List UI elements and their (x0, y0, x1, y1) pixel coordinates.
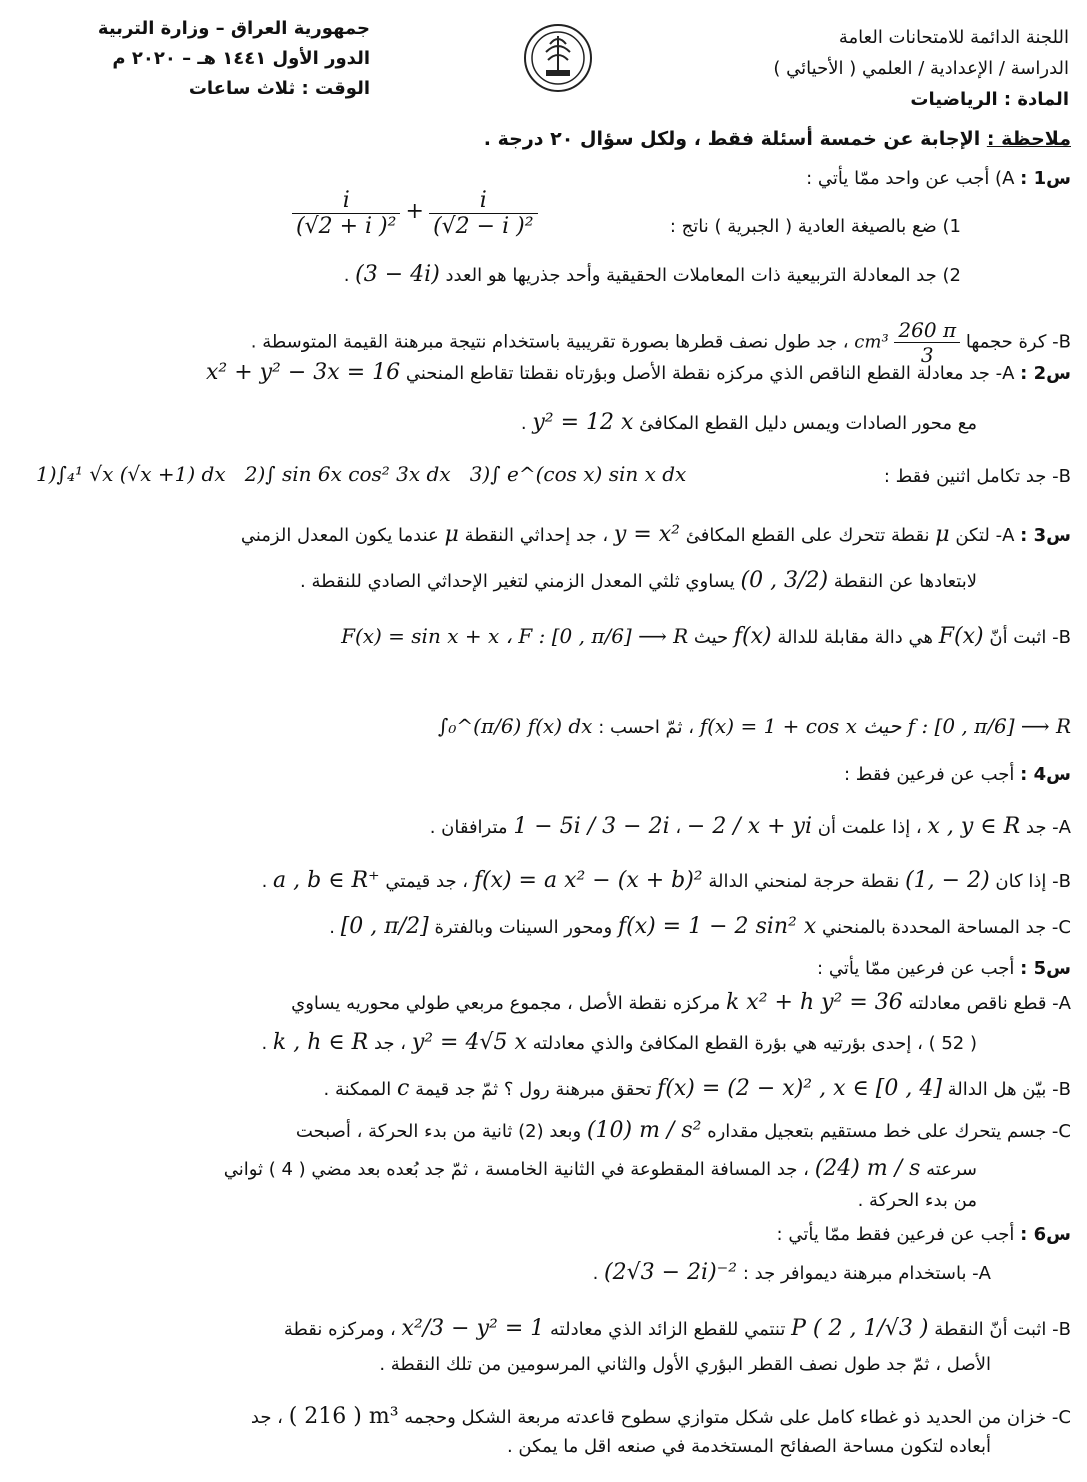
q2-number: س2 : (1020, 363, 1071, 384)
q6-b-expr: x²/3 − y² = 1 (401, 1316, 545, 1341)
q1-head (20, 168, 1071, 189)
q4-c-expr: f(x) = 1 − 2 sin² x (617, 914, 817, 939)
note-label: ملاحظة : (986, 128, 1071, 150)
q6-b2: تنتمي للقطع الزائد الذي معادلته (550, 1319, 786, 1340)
header-left (70, 14, 370, 104)
q5-a2: مركزه نقطة الأصل ، مجموع مربعي طولي محوريه يساوي (291, 993, 721, 1014)
header-right (709, 22, 1069, 115)
q5-c5: من بدء الحركة . (857, 1190, 977, 1211)
q4-a3: مترافقان . (429, 817, 508, 838)
q3-b4: ، ثمّ احسب : (598, 717, 695, 738)
q5-head (20, 958, 1071, 979)
q6-c-line1 (20, 1404, 1071, 1429)
q2-b-text: B- جد تكامل اثنين فقط : (883, 466, 1071, 487)
q3-a5-expr: (0 , 3/2) (740, 568, 829, 593)
q2-b-int2: 2)∫ sin 6x cos² 3x dx (244, 462, 451, 486)
q4-b-ab: a , b ∈ R⁺ (273, 868, 380, 893)
q1-a1-den1: (√2 + i )² (292, 213, 400, 239)
note-text: الإجابة عن خمسة أسئلة فقط ، ولكل سؤال ٢٠ درجة . (483, 128, 981, 150)
q2-a-text: A- جد معادلة القطع الناقص الذي مركزه نقطة الأصل وبؤرتاه نقطتا تقاطع المنحني (405, 363, 1015, 384)
q5-b2: تحقق مبرهنة رول ؟ ثمّ جد قيمة (415, 1079, 652, 1100)
session: الدور الأول ١٤٤١ هـ – ٢٠٢٠ م (112, 48, 370, 69)
q6-b1: B- اثبت أنّ النقطة (934, 1319, 1071, 1340)
q5-b-expr: f(x) = (2 − x)² , x ∈ [0 , 4] (657, 1076, 942, 1101)
q4-b-pt: (1, − 2) (905, 868, 990, 893)
q5-b3: الممكنة . (323, 1079, 392, 1100)
q3-a-expr: y = x² (613, 522, 680, 547)
q2-b-integrals (36, 462, 686, 486)
q5-b1: B- بيّن هل الدالة (947, 1079, 1071, 1100)
q5-a-expr: k x² + h y² = 36 (725, 990, 903, 1015)
q1-a2-line: 2) جد المعادلة التربيعية ذات المعاملات الحقيقية وأحد جذريها هو العدد (3 − 4i) . (343, 262, 961, 287)
q4-c-line: C- جد المساحة المحددة بالمنحني f(x) = 1 − 2 sin² x ومحور السينات وبالفترة [0 , π/2] . (329, 914, 1071, 939)
q1-a1-plus: + (405, 199, 424, 224)
q1-a2-expr: (3 − 4i) (355, 262, 440, 287)
q3-a6: يساوي ثلثي المعدل الزمني لتغير الإحداثي الصادي للنقطة . (300, 571, 735, 592)
q1-a-head: A) أجب عن واحد ممّا يأتي : (806, 168, 1015, 189)
q3-a1: A- لتكن (955, 525, 1015, 546)
q6-a-expr: (2√3 − 2i)⁻² (604, 1260, 738, 1285)
q4-a2: ، إذا علمت أن (817, 817, 922, 838)
q4-head-text: أجب عن فرعين فقط : (844, 764, 1015, 785)
q3-a-line2 (20, 568, 977, 593)
q5-a-expr2: y² = 4√5 x (411, 1030, 527, 1055)
q4-c2: ومحور السينات وبالفترة (434, 917, 613, 938)
q5-c2: وبعد (2) ثانية من بدء الحركة ، أصبحت (295, 1121, 582, 1142)
q6-a1: A- باستخدام مبرهنة ديموافر جد : (742, 1263, 991, 1284)
q6-b-pt: P ( 2 , 1/√3 ) (791, 1316, 929, 1341)
q5-b-c: c (397, 1076, 410, 1101)
q4-number: س4 : (1020, 764, 1071, 785)
q1-a1-den2: (√2 − i )² (429, 213, 537, 239)
q1-b-den: 3 (894, 342, 960, 367)
q3-b3: حيث (693, 627, 729, 648)
study-branch: الدراسة / الإعدادية / العلمي ( الأحيائي ) (773, 58, 1069, 79)
q3-b-F: F(x) (938, 624, 984, 649)
q2-a2-text: مع محور الصادات ويمس دليل القطع المكافئ (639, 413, 977, 434)
q5-c-acc: (10) m / s² (586, 1118, 702, 1143)
q5-number: س5 : (1020, 958, 1071, 979)
q1-a2-text: 2) جد المعادلة التربيعية ذات المعاملات الحقيقية وأحد جذريها هو العدد (445, 265, 961, 286)
q3-b2: هي دالة مقابلة للدالة (777, 627, 934, 648)
q3-b-expr2: f(x) = 1 + cos x حيث f : [0 , π/6] ⟶ R (699, 714, 1071, 738)
q1-b-post: ، جد طول نصف قطرها بصورة تقريبية باستخدام نتيجة مبرهنة القيمة المتوسطة . (250, 331, 849, 353)
q6-head (20, 1224, 1071, 1245)
q2-a2-line: مع محور الصادات ويمس دليل القطع المكافئ y² = 12 x . (520, 410, 977, 435)
q6-c-vol: ( 216 ) m³ (288, 1404, 399, 1429)
q1-b-pre: B- كرة حجمها (965, 331, 1071, 353)
q4-b1: B- إذا كان (995, 871, 1071, 892)
q5-a4: ، جد (373, 1033, 407, 1054)
q5-a1: A- قطع ناقص معادلته (908, 993, 1071, 1014)
q4-b-expr: f(x) = a x² − (x + b)² (473, 868, 703, 893)
q6-c2: ، جد (250, 1407, 283, 1428)
subject: المادة : الرياضيات (910, 89, 1069, 110)
iraq-seal-icon (522, 22, 594, 94)
q3-b-line1 (20, 624, 1071, 649)
q5-c-vel: (24) m / s (814, 1156, 921, 1181)
q3-a-line1 (20, 522, 1071, 547)
q3-a5: لابتعادها عن النقطة (833, 571, 977, 592)
q3-a3: ، جد إحداثي النقطة (464, 525, 609, 546)
q4-b-line: B- إذا كان (1, − 2) نقطة حرجة لمنحني الدالة f(x) = a x² − (x + b)² ، جد قيمتي a , b ∈ R⁺ . (261, 868, 1071, 893)
q3-b1: B- اثبت أنّ (989, 627, 1071, 648)
q3-b-int: ∫₀^(π/6) f(x) dx (437, 714, 593, 738)
q6-a-line: A- باستخدام مبرهنة ديموافر جد : (2√3 − 2i)⁻² . (592, 1260, 991, 1285)
q1-a1-num2: i (479, 188, 487, 213)
q3-a4: عندما يكون المعدل الزمني (240, 525, 439, 546)
q6-c3: أبعاده لتكون مساحة الصفائح المستخدمة في صنعه اقل ما يمكن . (506, 1436, 991, 1457)
q3-a2: نقطة تتحرك على القطع المكافئ (685, 525, 930, 546)
q5-c-line1 (20, 1118, 1071, 1143)
q4-a-f1: 1 − 5i / 3 − 2i (513, 814, 670, 839)
q6-head-text: أجب عن فرعين فقط ممّا يأتي : (776, 1224, 1015, 1245)
q4-b3: ، جد قيمتي (385, 871, 469, 892)
q5-c1: C- جسم يتحرك على خط مستقيم بتعجيل مقداره (707, 1121, 1071, 1142)
q3-a-mu: μ (935, 522, 950, 547)
q4-c-int: [0 , π/2] (340, 914, 429, 939)
q4-a1: A- جد (1025, 817, 1071, 838)
q4-b2: نقطة حرجة لمنحني الدالة (708, 871, 900, 892)
q4-a-line: A- جد x , y ∈ R ، إذا علمت أن 1 − 5i / 3 − 2i ، − 2 / x + yi مترافقان . (429, 814, 1071, 839)
q1-b-num: 260 π (898, 318, 957, 342)
q1-number: س1 : (1020, 168, 1071, 189)
q1-a1-text: 1) ضع بالصيغة العادية ( الجبرية ) ناتج : (669, 216, 961, 237)
q5-a-kh: k , h ∈ R (272, 1030, 369, 1055)
q4-c1: C- جد المساحة المحددة بالمنحني (821, 917, 1071, 938)
committee-name: اللجنة الدائمة للامتحانات العامة (838, 27, 1069, 48)
exam-time: الوقت : ثلاث ساعات (188, 78, 370, 99)
q4-a-xy: x , y ∈ R (927, 814, 1021, 839)
q3-a-mu-2: μ (444, 522, 459, 547)
q2-a2-expr: y² = 12 x (532, 410, 634, 435)
q3-b-expr: F(x) = sin x + x ، F : [0 , π/6] ⟶ R (341, 624, 689, 648)
q4-a-f2: − 2 / x + yi (686, 814, 813, 839)
q1-a1-num1: i (342, 188, 350, 213)
q3-b-f: f(x) (733, 624, 772, 649)
q2-a-line (20, 360, 1071, 385)
q2-b-int1: 1)∫₄¹ √x (√x +1) dx (36, 462, 226, 486)
q5-a-line1 (20, 990, 1071, 1015)
q5-c3: سرعته (926, 1159, 977, 1180)
q5-a3: ( 52 ) ، إحدى بؤرتيه هي بؤرة القطع المكافئ والذي معادلته (532, 1033, 977, 1054)
q6-b-line1 (20, 1316, 1071, 1341)
q2-b-int3: 3)∫ e^(cos x) sin x dx (469, 462, 687, 486)
q5-c4: ، جد المسافة المقطوعة في الثانية الخامسة ، ثمّ جد بُعده بعد مضي ( 4 ) ثواني (223, 1159, 809, 1180)
note-line (20, 128, 1071, 150)
q3-number: س3 : (1020, 525, 1071, 546)
q6-b4: الأصل ، ثمّ جد طول نصف القطر البؤري الأول والثاني المرسومين من تلك النقطة . (379, 1354, 991, 1375)
q6-b3: ، ومركزه نقطة (283, 1319, 396, 1340)
q1-a1-expression (292, 188, 538, 239)
ministry: جمهورية العراق – وزارة التربية (97, 18, 370, 39)
q5-head-text: أجب عن فرعين ممّا يأتي : (817, 958, 1015, 979)
q6-c1: C- خزان من الحديد ذو غطاء كامل على شكل متوازي سطوح قاعدته مربعة الشكل وحجمه (404, 1407, 1071, 1428)
q6-number: س6 : (1020, 1224, 1071, 1245)
q1-b-unit: cm³ (854, 331, 889, 353)
q4-head (20, 764, 1071, 785)
q5-b-line (20, 1076, 1071, 1101)
q5-a-line2: ( 52 ) ، إحدى بؤرتيه هي بؤرة القطع المكافئ والذي معادلته y² = 4√5 x ، جد k , h ∈ R . (261, 1030, 977, 1055)
q2-a-expr: x² + y² − 3x = 16 (205, 360, 401, 385)
q3-b-line2 (20, 714, 1071, 738)
q5-c-line2 (20, 1156, 977, 1181)
